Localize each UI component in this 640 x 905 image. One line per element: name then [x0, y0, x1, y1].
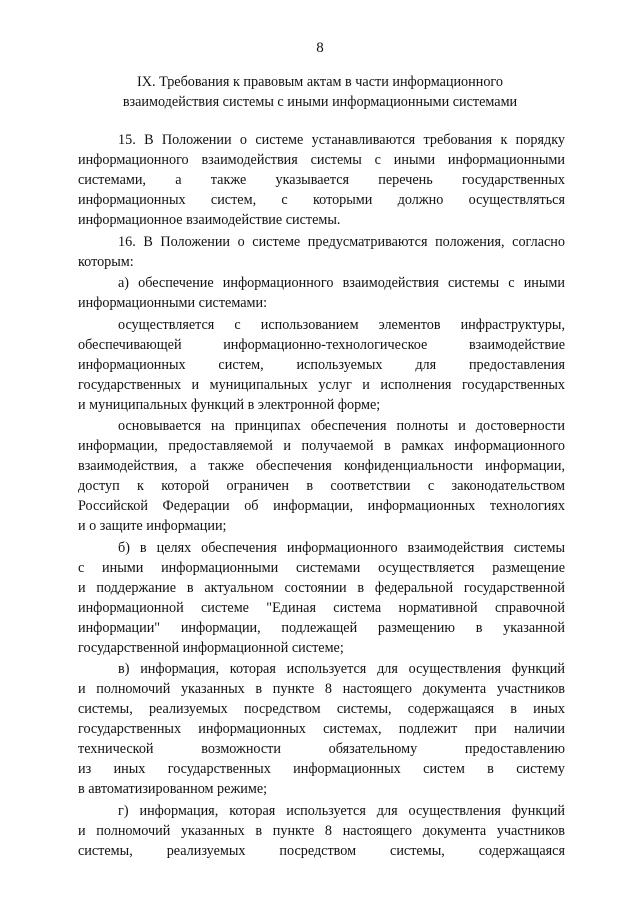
paragraph-line: в) информация, которая используется для осуществления функций — [118, 661, 565, 677]
paragraph — [78, 659, 565, 799]
paragraph-line: и полномочий указанных в пункте 8 настоящего документа участников — [78, 681, 565, 697]
paragraph-line: информации, предоставляемой и получаемой в рамках информационного — [78, 438, 565, 454]
section-title — [0, 72, 640, 112]
paragraph-line: государственных информационных системах, подлежит при наличии — [78, 721, 565, 737]
paragraph-line: информационной системе "Единая система нормативной справочной — [78, 599, 565, 616]
paragraph-line: в автоматизированном режиме; — [78, 781, 268, 797]
section-title-line: взаимодействия системы с иными информационными системами — [122, 94, 518, 110]
paragraph-line: системы, реализуемых посредством системы, содержащаяся — [78, 842, 565, 859]
paragraph-line: и муниципальных функций в электронной форме; — [78, 396, 381, 413]
paragraph-line: государственной информационной системе; — [78, 639, 344, 656]
paragraph-line: а) обеспечение информационного взаимодействия системы с иными — [118, 275, 565, 291]
paragraph-line: 16. В Положении о системе предусматриваются положения, согласно — [118, 233, 565, 250]
paragraph — [78, 130, 565, 230]
paragraph-line: б) в целях обеспечения информационного взаимодействия системы — [118, 539, 565, 556]
paragraph-line: которым: — [78, 253, 134, 270]
paragraph-line: обеспечивающей информационно-технологическое взаимодействие — [78, 336, 565, 353]
paragraph-line: осуществляется с использованием элементов инфраструктуры, — [118, 316, 565, 333]
paragraph-line: и поддержание в актуальном состоянии в федеральной государственной — [78, 579, 565, 596]
document-body — [78, 130, 565, 862]
paragraph-line: и о защите информации; — [78, 518, 227, 534]
paragraph-line: информационными системами: — [78, 295, 268, 311]
paragraph — [78, 538, 565, 658]
paragraph-line: 15. В Положении о системе устанавливаются требования к порядку — [118, 132, 565, 148]
paragraph-line: с иными информационными системами осуществляется размещение — [78, 559, 565, 576]
paragraph-line: информационное взаимодействие системы. — [78, 212, 341, 228]
paragraph-line: информации" информации, подлежащей размещению в указанной — [78, 619, 565, 636]
paragraph-line: и полномочий указанных в пункте 8 настоящего документа участников — [78, 822, 565, 839]
section-title-line: IX. Требования к правовым актам в части информационного — [137, 74, 503, 90]
paragraph-line: технической возможности обязательному предоставлению — [78, 741, 565, 757]
paragraph-line: информационных систем, с которыми должно осуществляться — [78, 192, 565, 208]
paragraph-line: системы, реализуемых посредством системы, содержащаяся в иных — [78, 701, 565, 717]
paragraph — [78, 801, 565, 861]
paragraph — [78, 416, 565, 536]
paragraph — [78, 232, 565, 272]
paragraph-line: г) информация, которая используется для осуществления функций — [118, 802, 565, 819]
paragraph-line: основывается на принципах обеспечения полноты и достоверности — [118, 418, 565, 434]
paragraph-line: информационных систем, используемых для предоставления — [78, 356, 565, 373]
paragraph-line: Российской Федерации об информации, информационных технологиях — [78, 498, 565, 514]
paragraph-line: государственных и муниципальных услуг и исполнения государственных — [78, 376, 565, 393]
paragraph-line: доступ к которой ограничен в соответствии с законодательством — [78, 478, 565, 494]
page-number: 8 — [316, 40, 324, 56]
paragraph — [78, 273, 565, 313]
paragraph-line: взаимодействия, а также обеспечения конфиденциальности информации, — [78, 458, 565, 474]
paragraph-line: из иных государственных информационных систем в систему — [78, 761, 565, 777]
paragraph — [78, 315, 565, 415]
paragraph-line: системами, а также указывается перечень государственных — [78, 172, 565, 188]
paragraph-line: информационного взаимодействия системы с иными информационными — [78, 152, 565, 168]
